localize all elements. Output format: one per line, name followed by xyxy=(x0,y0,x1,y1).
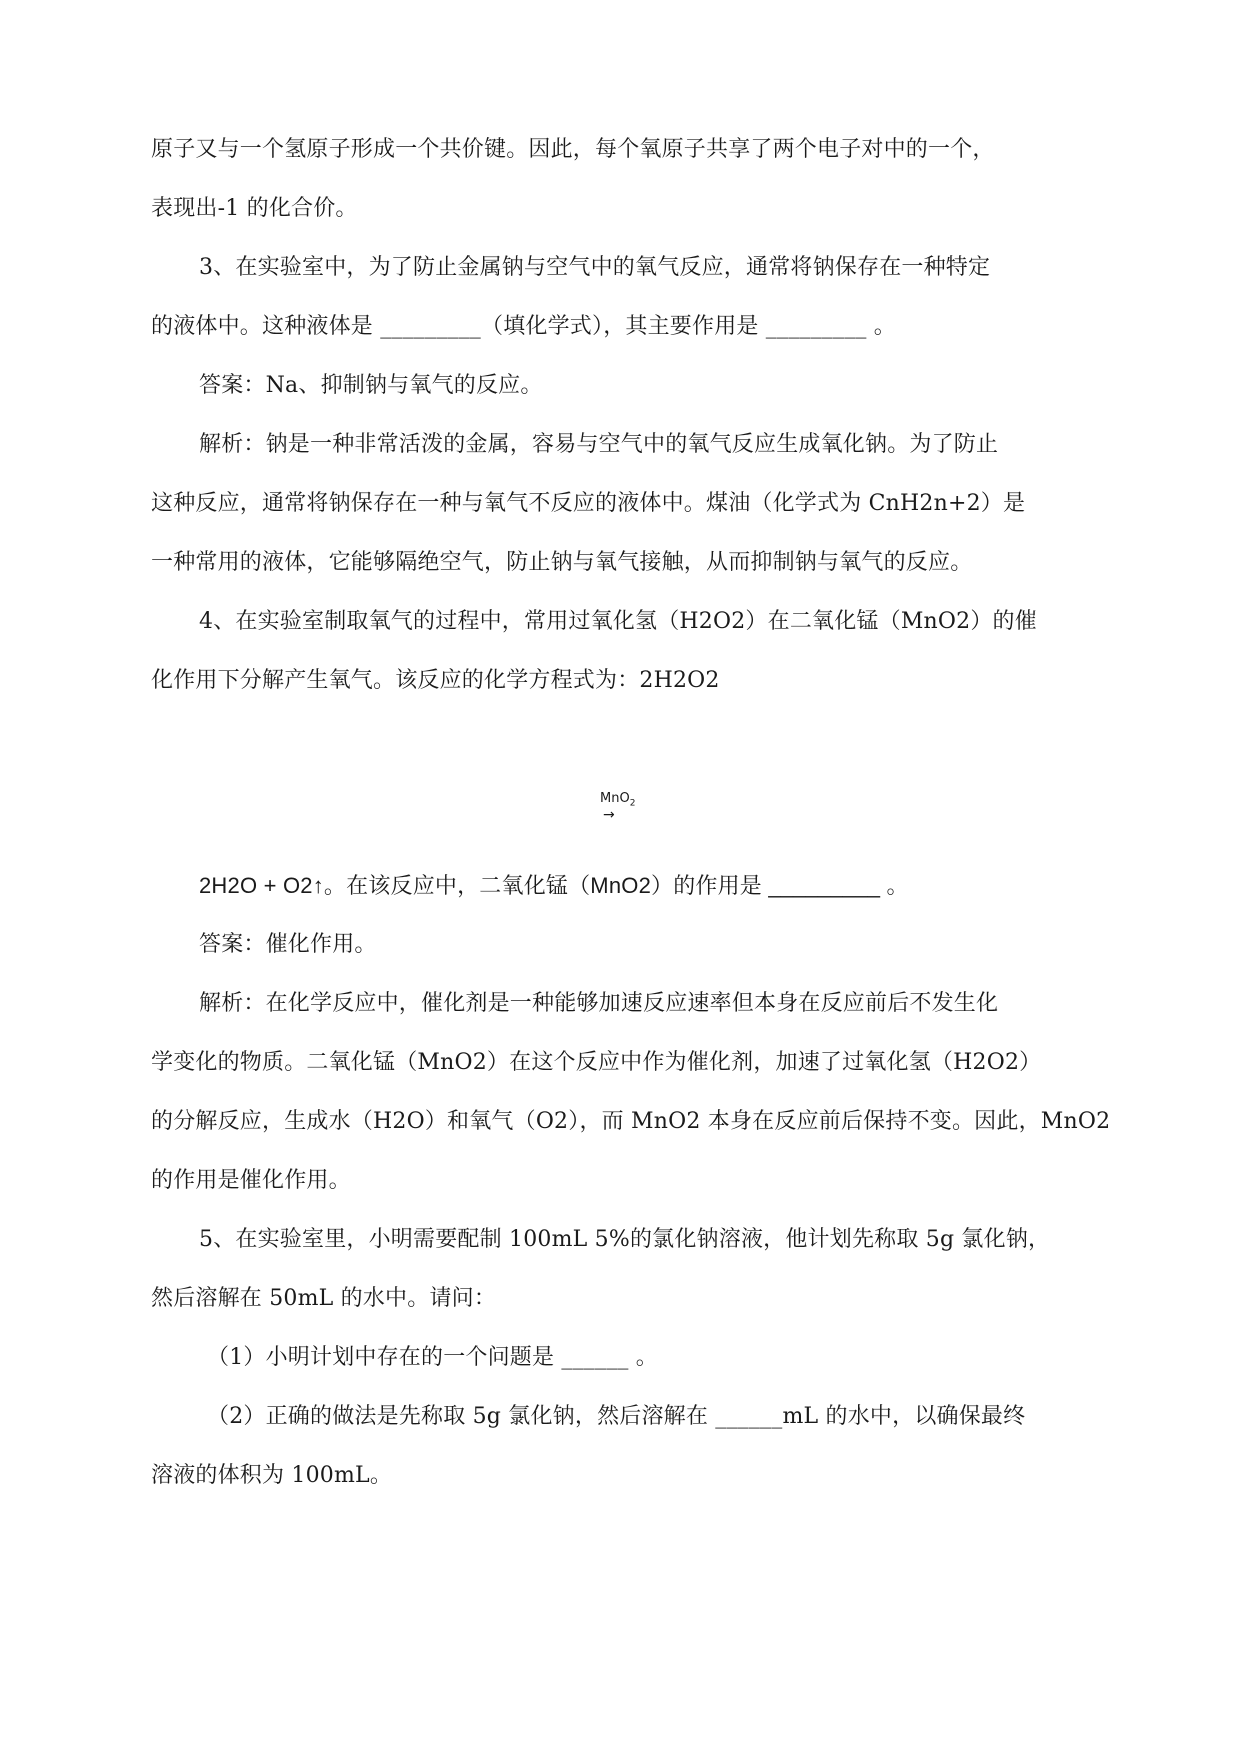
question-3-text: 3、在实验室中，为了防止金属钠与空气中的氧气反应，通常将钠保存在一种特定 xyxy=(199,255,991,280)
question-5-subquestion: （1）小明计划中存在的一个问题是 ______ 。 xyxy=(207,1345,658,1370)
question-5-subquestion: 溶液的体积为 100mL。 xyxy=(151,1463,393,1488)
question-5-text: 5、在实验室里，小明需要配制 100mL 5%的氯化钠溶液，他计划先称取 5g 氯化钠， xyxy=(199,1227,1051,1252)
question-3-explanation: 这种反应，通常将钠保存在一种与氧气不反应的液体中。煤油（化学式为 CnH2n+2）是 xyxy=(151,491,1026,516)
question-4-equation: 2H2O + O2↑。在该反应中，二氧化锰（MnO2）的作用是 _________ 。 xyxy=(199,873,909,898)
question-3-explanation: 解析：钠是一种非常活泼的金属，容易与空气中的氧气反应生成氧化钠。为了防止 xyxy=(199,432,999,457)
paragraph-line: 原子又与一个氢原子形成一个共价键。因此，每个氧原子共享了两个电子对中的一个， xyxy=(151,137,995,162)
question-3-text: 的液体中。这种液体是 _________（填化学式），其主要作用是 _________ 。 xyxy=(151,314,896,339)
question-4-explanation: 解析：在化学反应中，催化剂是一种能够加速反应速率但本身在反应前后不发生化 xyxy=(199,991,999,1016)
question-4-explanation: 的分解反应，生成水（H2O）和氧气（O2），而 MnO2 本身在反应前后保持不变。因此，MnO2 xyxy=(151,1109,1111,1134)
question-5-text: 然后溶解在 50mL 的水中。请问： xyxy=(151,1286,497,1311)
question-4-text: 4、在实验室制取氧气的过程中，常用过氧化氢（H2O2）在二氧化锰（MnO2）的催 xyxy=(199,609,1037,634)
question-4-explanation: 学变化的物质。二氧化锰（MnO2）在这个反应中作为催化剂，加速了过氧化氢（H2O2） xyxy=(151,1050,1042,1075)
reaction-arrow-icon: → xyxy=(603,807,615,823)
paragraph-line: 表现出-1 的化合价。 xyxy=(151,196,358,221)
catalyst-label: MnO$_2$ xyxy=(600,791,636,809)
question-3-explanation: 一种常用的液体，它能够隔绝空气，防止钠与氧气接触，从而抑制钠与氧气的反应。 xyxy=(151,550,973,575)
question-4-answer: 答案：催化作用。 xyxy=(199,932,377,957)
question-3-answer: 答案：Na、抑制钠与氧气的反应。 xyxy=(199,373,543,398)
question-4-text: 化作用下分解产生氧气。该反应的化学方程式为：2H2O2 xyxy=(151,668,720,693)
question-5-subquestion: （2）正确的做法是先称取 5g 氯化钠，然后溶解在 ______mL 的水中，以确保最终 xyxy=(207,1404,1026,1429)
question-4-explanation: 的作用是催化作用。 xyxy=(151,1168,351,1193)
